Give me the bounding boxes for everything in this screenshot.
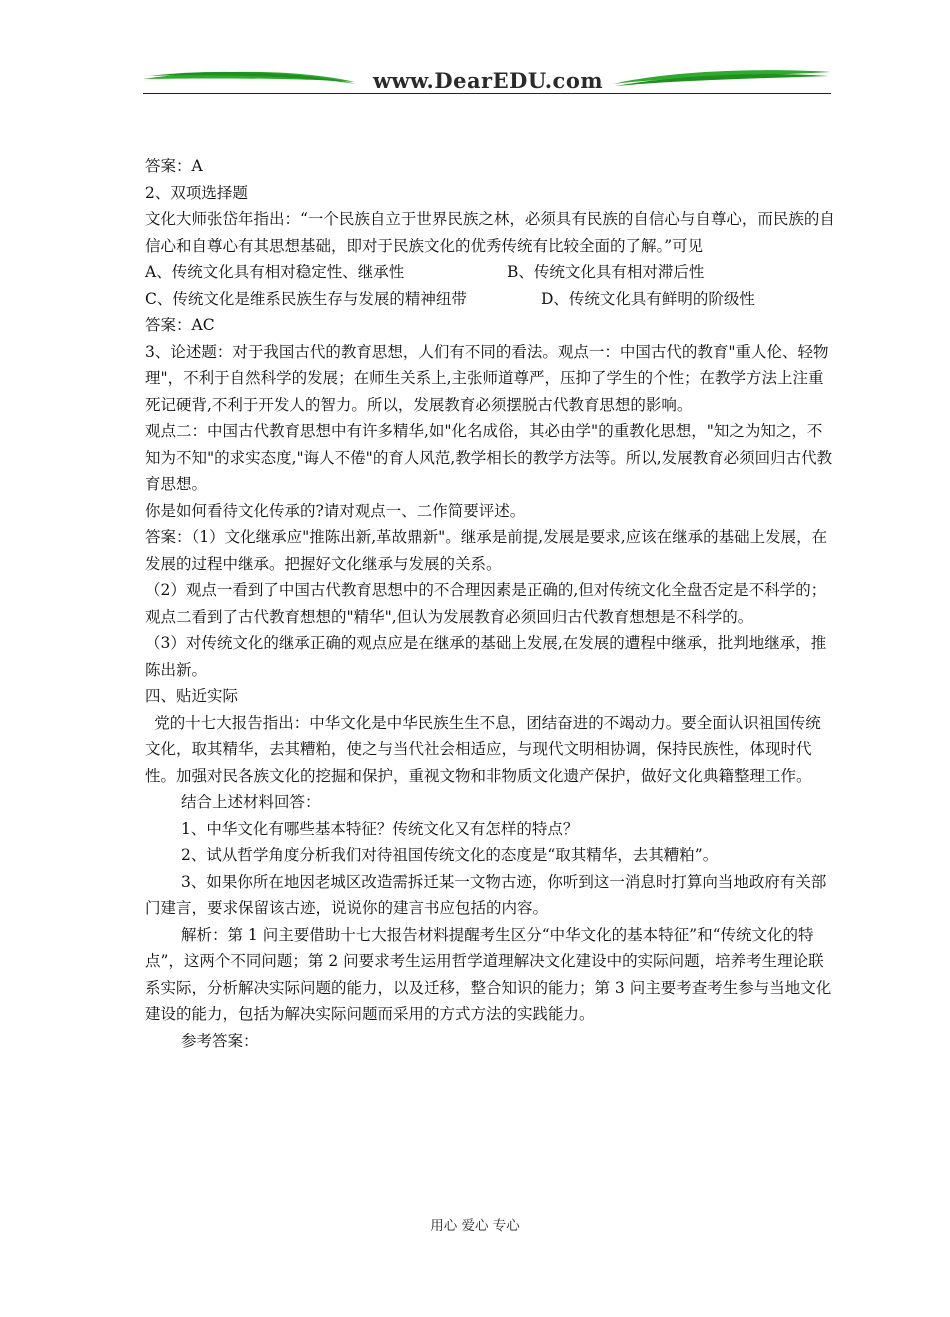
reference-answer-label: 参考答案： — [181, 1031, 259, 1050]
option-d: D、传统文化具有鲜明的阶级性 — [541, 289, 755, 308]
question-3-view-2: 观点二：中国古代教育思想中有许多精华,如"化名成俗，其必由学"的重教化思想，"知之为知之，不知为不知"的求实态度,"诲人不倦"的育人风范,教学相长的教学方法等。所以,发展教育必须回归古代教育思想。 — [145, 422, 833, 493]
options-row-ab — [145, 259, 835, 286]
header-rule — [143, 93, 831, 94]
option-c: C、传统文化是维系民族生存与发展的精神纽带 — [145, 289, 467, 308]
question-2-stem: 文化大师张岱年指出：“一个民族自立于世界民族之林，必须具有民族的自信心与自尊心，而民族的自信心和自尊心有其思想基础，即对于民族文化的优秀传统有比较全面的了解。”可见 — [145, 210, 835, 255]
document-body — [145, 153, 835, 1054]
section-4-material: 党的十七大报告指出：中华文化是中华民族生生不息，团结奋进的不竭动力。要全面认识祖国传统文化，取其精华，去其糟粕，使之与当代社会相适应，与现代文明相协调，保持民族性，体现时代性。加强对民各族文化的挖掘和保护，重视文物和非物质文化遗产保护，做好文化典籍整理工作。 — [145, 713, 821, 785]
question-3-prompt: 你是如何看待文化传承的?请对观点一、二作简要评述。 — [145, 501, 526, 520]
section-4-instruction: 结合上述材料回答： — [181, 793, 321, 811]
answer-3-part-3: （3）对传统文化的继承正确的观点应是在继承的基础上发展,在发展的遭程中继承，批判地继承，推陈出新。 — [145, 634, 827, 679]
answer-1: 答案：A — [145, 157, 203, 175]
section-4-question-3: 3、如果你所在地因老城区改造需拆迁某一文物古迹，你听到这一消息时打算向当地政府有关部门建言，要求保留该古迹，说说你的建言书应包括的内容。 — [145, 872, 827, 917]
section-4-question-2: 2、试从哲学角度分析我们对待祖国传统文化的态度是“取其精华，去其糟粕”。 — [181, 846, 719, 864]
option-b: B、传统文化具有相对滞后性 — [507, 263, 705, 281]
question-3-stem: 3、论述题：对于我国古代的教育思想，人们有不同的看法。观点一：中国古代的教育"重人伦、轻物理"，不利于自然科学的发展；在师生关系上,主张师道尊严，压抑了学生的个性；在教学方法上注重死记硬背,不利于开发人的智力。所以，发展教育必须摆脱古代教育思想的影响。 — [145, 342, 829, 414]
option-a: A、传统文化具有相对稳定性、继承性 — [145, 263, 405, 281]
answer-2: 答案：AC — [145, 316, 215, 334]
options-row-cd — [145, 286, 835, 313]
page-footer: 用心 爱心 专心 — [430, 1218, 520, 1234]
page-header — [143, 66, 831, 98]
site-logo[interactable]: www.DearEDU.com — [372, 68, 604, 93]
answer-3-part-1: 答案：（1）文化继承应"推陈出新,革故鼎新"。继承是前提,发展是要求,应该在继承的基础上发展，在发展的过程中继承。把握好文化继承与发展的关系。 — [145, 528, 828, 573]
answer-3-part-2: （2）观点一看到了中国古代教育思想中的不合理因素是正确的,但对传统文化全盘否定是不科学的；观点二看到了古代教育想想的"精华",但认为发展教育必须回归古代教育想想是不科学的。 — [145, 581, 827, 626]
analysis: 解析：第 1 问主要借助十七大报告材料提醒考生区分“中华文化的基本特征”和“传统文化的特点”，这两个不同问题；第 2 问要求考生运用哲学道理解决文化建设中的实际问题，培养考生理论联系实际，分析解决实际问题的能力，以及迁移，整合知识的能力；第 3 问主要考查考生参与当地文化建设的能力，包括为解决实际问题而采用的方式方法的实践能力。 — [145, 925, 832, 1023]
section-4-title: 四、贴近实际 — [145, 687, 239, 705]
question-2-title: 2、双项选择题 — [145, 183, 248, 202]
section-4-question-1: 1、中华文化有哪些基本特征？传统文化又有怎样的特点？ — [181, 819, 579, 838]
